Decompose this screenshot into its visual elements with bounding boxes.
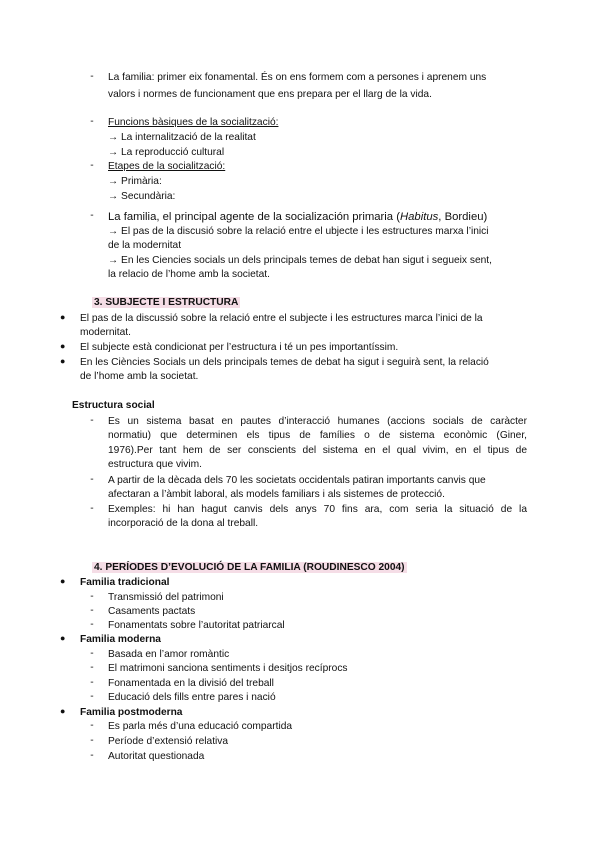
group-item: Fonamentats sobre l’autoritat patriarcal	[108, 620, 285, 631]
list-dash: -	[90, 591, 94, 602]
group-title: Familia moderna	[80, 634, 161, 645]
bullet-icon: ●	[60, 341, 66, 351]
familia-text-line: La familia: primer eix fonamental. És on ens formem com a persones i aprenem uns	[108, 72, 487, 83]
list-dash: -	[90, 750, 94, 761]
section-3-bullet-line: modernitat.	[80, 327, 131, 338]
habitus-sub-line: → En les Ciencies socials un dels principals temes de debat han sigut i segueix sent,	[108, 255, 492, 266]
funcions-item: → La internalització de la realitat	[108, 132, 256, 143]
estructura-item-line: A partir de la dècada dels 70 les societats occidentals patiran importants canvis que	[108, 475, 486, 486]
list-dash: -	[90, 415, 94, 426]
bullet-icon: ●	[60, 356, 66, 366]
group-item: Fonamentada en la divisió del treball	[108, 678, 274, 689]
estructura-item-line: estructura que vivim.	[108, 459, 202, 470]
group-title: Familia postmoderna	[80, 707, 183, 718]
group-item: Basada en l’amor romàntic	[108, 649, 230, 660]
section-4-heading-text: 4. PERÍODES D’EVOLUCIÓ DE LA FAMILIA (ROUDINESCO 2004)	[94, 562, 405, 573]
habitus-text: , Bordieu)	[438, 211, 488, 223]
habitus-sub-line: la relacio de l’home amb la societat.	[108, 269, 270, 280]
estructura-item-line: 1976).Per tant hem de ser conscients del sistema en el qual vivim, en el tipus de	[108, 445, 527, 456]
list-dash: -	[90, 720, 94, 731]
list-dash: -	[90, 619, 94, 630]
habitus-title	[108, 210, 487, 224]
section-3-heading-text: 3. SUBJECTE I ESTRUCTURA	[94, 297, 239, 308]
list-dash: -	[90, 503, 94, 514]
estructura-item-line: normatiu) que determinen els tipus de famílies o de sistema econòmic (Giner,	[108, 430, 527, 441]
habitus-text: La familia, el principal agente de la socialización primaria (	[108, 211, 400, 223]
list-dash: -	[90, 116, 94, 127]
list-dash: -	[90, 605, 94, 616]
group-title: Familia tradicional	[80, 577, 170, 588]
list-dash: -	[90, 691, 94, 702]
familia-text-line: valors i normes de funcionament que ens prepara per el llarg de la vida.	[108, 89, 432, 100]
list-dash: -	[90, 662, 94, 673]
bullet-icon: ●	[60, 706, 66, 716]
list-dash: -	[90, 648, 94, 659]
list-dash: -	[90, 160, 94, 171]
estructura-social-heading: Estructura social	[72, 400, 155, 411]
group-item: Transmissió del patrimoni	[108, 592, 224, 603]
list-dash: -	[90, 210, 94, 221]
section-4-heading	[92, 561, 407, 575]
group-item: Educació dels fills entre pares i nació	[108, 692, 276, 703]
section-3-bullet-line: El pas de la discussió sobre la relació entre el subjecte i les estructures marca l’inici de la	[80, 313, 483, 324]
estructura-item-line: Exemples: hi han hagut canvis dels anys 70 fins ara, com seria la situació de la	[108, 504, 527, 515]
bullet-icon: ●	[60, 312, 66, 322]
group-item: El matrimoni sanciona sentiments i desitjos recíprocs	[108, 663, 348, 674]
group-item: Es parla més d’una educació compartida	[108, 721, 293, 732]
estructura-item-line: incorporació de la dona al treball.	[108, 518, 259, 529]
etapes-title: Etapes de la socialització:	[108, 161, 226, 172]
group-item: Casaments pactats	[108, 606, 196, 617]
habitus-italic: Habitus	[399, 211, 439, 223]
list-dash: -	[90, 474, 94, 485]
bullet-icon: ●	[60, 576, 66, 586]
list-dash: -	[90, 735, 94, 746]
etapes-item: → Primària:	[108, 176, 162, 187]
group-item: Període d’extensió relativa	[108, 736, 229, 747]
estructura-item-line: afectaran a l’àmbit laboral, als models familiars i als sistemes de protecció.	[108, 489, 445, 500]
list-dash: -	[90, 677, 94, 688]
habitus-sub-line: → El pas de la discusió sobre la relació entre el ubjecte i les estructures marxa l’inici	[108, 226, 489, 237]
funcions-item: → La reproducció cultural	[108, 147, 225, 158]
section-3-bullet-line: En les Ciències Socials un dels principals temes de debat ha sigut i seguirà sent, la relació	[80, 357, 489, 368]
habitus-sub-line: de la modernitat	[108, 240, 182, 251]
group-item: Autoritat questionada	[108, 751, 205, 762]
estructura-item-line: Es un sistema basat en pautes d’interacció humanes (accions socials de caràcter	[108, 416, 527, 427]
etapes-item: → Secundària:	[108, 191, 176, 202]
section-3-bullet-line: El subjecte està condicionat per l’estructura i té un pes importantíssim.	[80, 342, 399, 353]
list-dash: -	[90, 71, 94, 82]
bullet-icon: ●	[60, 633, 66, 643]
funcions-title: Funcions bàsiques de la socialització:	[108, 117, 279, 128]
section-3-bullet-line: de l’home amb la societat.	[80, 371, 199, 382]
section-3-heading	[92, 296, 240, 310]
